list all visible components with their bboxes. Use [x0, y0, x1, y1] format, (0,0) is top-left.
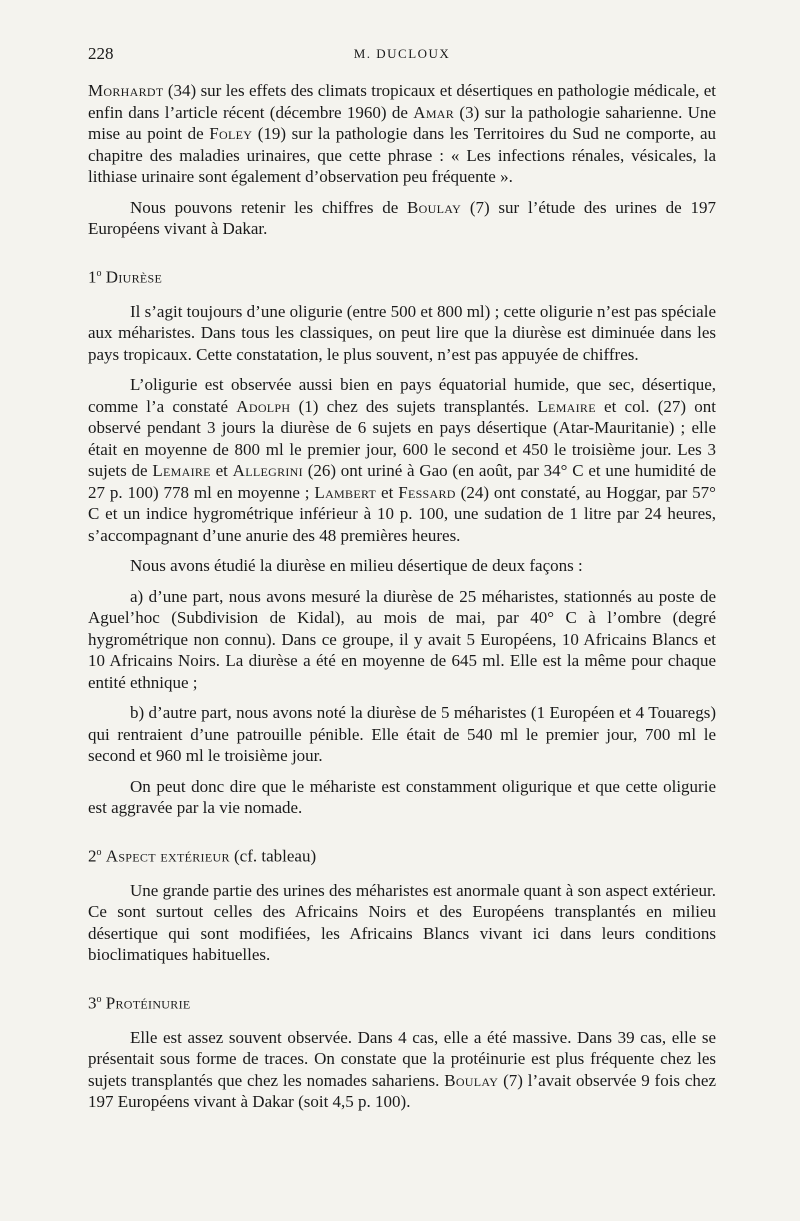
author-name: Boulay: [444, 1070, 499, 1090]
author-name: Fessard: [398, 482, 456, 502]
author-name: Lemaire: [537, 396, 596, 416]
paragraph-text: L’oligurie est observée aussi bien en pays équatorial humide, que sec, désertique, comme l’a constaté: [88, 375, 716, 416]
paragraph: Une grande partie des urines des méharistes est anormale quant à son aspect extérieur. Ce sont surtout celles des Africains Noirs et des Européens transplantés en milieu désertique qui sont modifiées, les Africains Blancs vivant ici dans leurs conditions bioclimatiques habituelles.: [88, 880, 716, 965]
section-note: (cf. tableau): [229, 846, 317, 866]
section-heading-proteinurie: [88, 989, 716, 1014]
paragraph-text: (19) sur la pathologie dans les Territoires du Sud ne comporte, au chapitre des maladies urinaires, que cette phrase : « Les infections rénales, vésicales, la lithiase urinaire sont également d’observation peu fréquente ».: [88, 124, 716, 186]
section-number: 2: [88, 846, 97, 866]
paragraph-text: (7) l’avait observée 9 fois chez 197 Européens vivant à Dakar (soit 4,5 p. 100).: [88, 1070, 716, 1112]
author-name: Adolph: [236, 396, 291, 416]
paragraph: [88, 374, 716, 546]
paragraph-text: et: [376, 482, 399, 502]
page-header: [88, 44, 716, 68]
section-number-degree: o: [96, 846, 102, 858]
paragraph-text: (34) sur les effets des climats tropicaux et désertiques en pathologie médicale, et enfin dans l’article récent (décembre 1960) de: [88, 81, 716, 122]
section-number: 3: [88, 993, 97, 1013]
paragraph: [88, 1027, 716, 1113]
section-heading-aspect: [88, 842, 716, 867]
paragraph: Il s’agit toujours d’une oligurie (entre 500 et 800 ml) ; cette oligurie n’est pas spéciale aux méharistes. Dans tous les classiques, on peut lire que la diurèse est diminuée dans les pays tropicaux. Cette constatation, le plus souvent, n’est pas appuyée de chiffres.: [88, 301, 716, 364]
author-name: Lemaire: [152, 461, 211, 481]
section-number-degree: o: [96, 267, 102, 279]
paragraph-text: (7) sur l’étude des urines de 197 Européens vivant à Dakar.: [88, 197, 716, 238]
author-name: Morhardt: [88, 81, 164, 100]
page-number: 228: [88, 44, 114, 63]
body-text: [88, 80, 716, 1122]
paragraph: [88, 197, 716, 240]
author-name: Amar: [413, 102, 455, 122]
paragraph-text: (24) ont constaté, au Hoggar, par 57° C et un indice hygrométrique inférieur à 10 p. 100, une sudation de 1 litre par 24 heures, s’accompagnant d’une anurie des 48 premières heures.: [88, 482, 716, 545]
section-number-degree: o: [96, 993, 102, 1005]
paragraph: On peut donc dire que le méhariste est constamment oligurique et que cette oligurie est aggravée par la vie nomade.: [88, 776, 716, 818]
paragraph: b) d’autre part, nous avons noté la diurèse de 5 méharistes (1 Européen et 4 Touaregs) qui rentraient d’une patrouille pénible. Elle était de 540 ml le premier jour, 700 ml le second et 960 ml le troisième jour.: [88, 703, 716, 766]
section-title: Protéinurie: [105, 993, 191, 1013]
paragraph-text: Elle est assez souvent observée. Dans 4 cas, elle a été massive. Dans 39 cas, elle se présentait sous forme de traces. On constate que la protéinurie est plus fréquente chez les sujets transplantés que chez les nomades sahariens.: [88, 1027, 716, 1090]
author-name: Foley: [209, 124, 253, 143]
author-name: Boulay: [407, 197, 462, 217]
section-title: Aspect extérieur: [105, 846, 230, 866]
paragraph-text: (1) chez des sujets transplantés.: [290, 396, 538, 416]
section-heading-diurese: [88, 263, 716, 288]
paragraph: [88, 80, 716, 188]
running-head: M. DUCLOUX: [353, 46, 451, 61]
author-name: Allegrini: [232, 461, 303, 481]
author-name: Lambert: [314, 482, 377, 502]
paragraph: a) d’une part, nous avons mesuré la diurèse de 25 méharistes, stationnés au poste de Aguel’hoc (Subdivision de Kidal), au mois de mai, par 40° C à l’ombre (degré hygrométrique non connu). Dans ce groupe, il y avait 5 Européens, 10 Africains Blancs et 10 Africains Noirs. La diurèse a été en moyenne de 645 ml. Elle est la même pour chaque entité ethnique ;: [88, 586, 716, 692]
paragraph: Nous avons étudié la diurèse en milieu désertique de deux façons :: [130, 556, 583, 576]
paragraph-text: Nous pouvons retenir les chiffres de: [130, 197, 408, 217]
section-number: 1: [88, 267, 97, 287]
paragraph-text: (26) ont uriné à Gao (en août, par 34° C et une humidité de 27 p. 100) 778 ml en moyenne ;: [88, 461, 716, 502]
paragraph-text: (3) sur la pathologie saharienne. Une mise au point de: [88, 102, 716, 143]
section-title: Diurèse: [105, 267, 163, 287]
paragraph-text: et col. (27) ont observé pendant 3 jours la diurèse de 6 sujets en pays désertique (Atar-Mauritanie) ; elle était en moyenne de 800 ml le premier jour, 600 le second et 450 le troisième jour. Les 3 sujets de: [88, 396, 716, 481]
paragraph-text: et: [210, 461, 233, 481]
